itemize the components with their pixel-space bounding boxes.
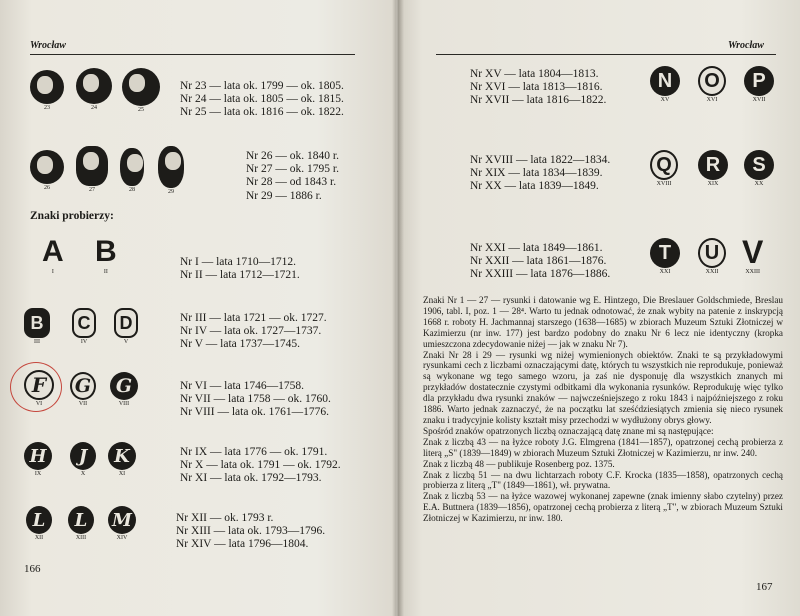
entry-line: Nr XXIII — lata 1876—1886. [470, 268, 611, 281]
letter-mark: F [24, 370, 54, 400]
mark-caption: 26 [44, 185, 50, 191]
letter-mark: T [650, 238, 680, 268]
mark-caption: VII [78, 401, 88, 407]
entries-VI-VIII [180, 380, 331, 420]
entry-line: Nr XIII — lata ok. 1793—1796. [176, 525, 326, 538]
entry-line: Nr XXII — lata 1861—1876. [470, 255, 607, 268]
mark-caption: IV [80, 339, 88, 345]
letter-mark: J [70, 442, 96, 470]
entry-line: Nr 25 — lata ok. 1816 — ok. 1822. [180, 106, 344, 119]
mark-XIX [698, 150, 728, 188]
letter-mark: V [742, 234, 764, 270]
letter-mark: H [24, 442, 52, 470]
entry-line: Nr 24 — lata ok. 1805 — ok. 1815. [180, 93, 344, 106]
mark-caption: 24 [91, 105, 97, 111]
letter-mark: B [95, 235, 117, 268]
letter-mark: O [698, 66, 726, 96]
mark-XVI [698, 66, 726, 104]
mark-II [95, 236, 117, 276]
right-page-number: 167 [756, 581, 773, 593]
mark-23 [30, 70, 64, 112]
letter-mark: S [744, 150, 774, 180]
mark-caption: X [80, 471, 86, 477]
head-mark-icon [122, 68, 160, 106]
head-mark-icon [30, 70, 64, 104]
mark-caption: 28 [129, 187, 135, 193]
mark-XIII [68, 506, 94, 542]
entry-line: Nr X — lata ok. 1791 — ok. 1792. [180, 459, 341, 472]
mark-IV [72, 308, 96, 346]
entries-IX-XI [180, 446, 341, 486]
entry-line: Nr 27 — ok. 1795 r. [246, 163, 339, 176]
letter-mark: A [42, 235, 64, 268]
entries-XXI-XXIII [470, 242, 610, 282]
entry-line: Nr VI — lata 1746—1758. [180, 380, 305, 392]
entries-26-29 [246, 150, 339, 203]
section-title: Znaki probierzy: [30, 210, 114, 222]
entry-line: Nr IX — lata 1776 — ok. 1791. [180, 446, 328, 458]
note-paragraph: Znak z liczbą 51 — na dwu lichtarzach roboty C.F. Krocka (1835—1858), opatrzonych cechą probierza z literą „T" (1849—1861), wł. prywatna. [423, 469, 783, 491]
letter-mark: K [108, 442, 136, 470]
entry-line: Nr XXI — lata 1849—1861. [470, 242, 603, 254]
entry-line: Nr XVII — lata 1816—1822. [470, 94, 607, 107]
mark-XI [108, 442, 136, 478]
entries-XVIII-XX [470, 154, 610, 194]
mark-caption: IX [34, 471, 42, 477]
mark-caption: XXII [705, 269, 719, 275]
mark-caption: 27 [89, 187, 95, 193]
letter-mark: B [24, 308, 50, 338]
mark-caption: V [123, 339, 129, 345]
mark-I [42, 236, 64, 276]
mark-XXIII [742, 236, 763, 276]
entries-I-II [180, 256, 300, 282]
entry-line: Nr XIX — lata 1834—1839. [470, 167, 603, 180]
entries-III-V [180, 312, 327, 352]
head-mark-icon [30, 150, 64, 184]
mark-XXII [698, 238, 726, 276]
entry-line: Nr VIII — lata ok. 1761—1776. [180, 406, 329, 419]
mark-26 [30, 150, 64, 192]
mark-28 [120, 148, 144, 194]
letter-mark: R [698, 150, 728, 180]
mark-caption: 29 [168, 189, 174, 195]
head-mark-icon [76, 146, 108, 186]
entry-line: Nr III — lata 1721 — ok. 1727. [180, 312, 327, 324]
note-paragraph: Znak z liczbą 48 — publikuje Rosenberg poz. 1375. [423, 458, 615, 469]
mark-24 [76, 68, 112, 112]
head-mark-icon [120, 148, 144, 186]
letter-mark: Q [650, 150, 678, 180]
mark-XX [744, 150, 774, 188]
mark-VIII [110, 372, 138, 408]
letter-mark: D [114, 308, 138, 338]
note-paragraph: Znaki Nr 1 — 27 — rysunki i datowanie wg E. Hintzego, Die Breslauer Goldschmiede, Breslau 1906, tabl. I, poz. 1 — 28⁴. Warto tu jednak odnotować, że znak wybity na patenie z inskrypcją 1668 r. roboty H. Jachmannaj starszego (1638—1685) w zbiorach Muzeum Sztuki Złotniczej w Kazimierzu (nr inw. 177) jest bardzo podobny do znaku Nr 6 lecz nie identyczny (kropka umieszczona zdecydowanie niżej — jak w znaku Nr 7). [423, 295, 783, 349]
mark-III [24, 308, 50, 346]
entry-line: Nr I — lata 1710—1712. [180, 256, 296, 268]
mark-caption: VI [35, 401, 43, 407]
mark-X [70, 442, 96, 478]
entry-line: Nr 23 — lata ok. 1799 — ok. 1805. [180, 80, 344, 92]
entry-line: Nr XV — lata 1804—1813. [470, 68, 599, 80]
mark-IX [24, 442, 52, 478]
mark-caption: XVII [752, 97, 766, 103]
mark-caption: XIV [116, 535, 128, 541]
entry-line: Nr 29 — 1886 r. [246, 189, 322, 202]
letter-mark: N [650, 66, 680, 96]
note-paragraph: Spośród znaków opatrzonych liczbą oznaczającą datę znane mi są następujące: [423, 425, 714, 436]
mark-XIV [108, 506, 136, 542]
entry-line: Nr XVIII — lata 1822—1834. [470, 154, 611, 166]
mark-25 [122, 68, 160, 114]
letter-mark: G [110, 372, 138, 400]
mark-caption: 23 [44, 105, 50, 111]
entry-line: Nr VII — lata 1758 — ok. 1760. [180, 393, 331, 406]
mark-caption: XIX [707, 181, 719, 187]
note-paragraph: Znak z liczbą 53 — na łyżce wazowej wykonanej zapewne (znak imienny słabo czytelny) przez E.A. Buttnera (1839—1856), opatrzonej cechą probierza z literą „T", w zbiorach Muzeum Sztuki Złotniczej w Kazimierzu, nr inw. 180. [423, 491, 783, 524]
mark-caption: XX [754, 181, 764, 187]
letter-mark: P [744, 66, 774, 96]
entry-line: Nr XX — lata 1839—1849. [470, 180, 599, 193]
entries-XV-XVII [470, 68, 606, 108]
right-head-rule [436, 54, 776, 55]
left-head-rule [30, 54, 355, 55]
entry-line: Nr V — lata 1737—1745. [180, 338, 300, 351]
entry-line: Nr IV — lata ok. 1727—1737. [180, 325, 322, 338]
mark-XVIII [650, 150, 678, 188]
mark-caption: XII [34, 535, 44, 541]
mark-VII [70, 372, 96, 408]
letter-mark: U [698, 238, 726, 268]
mark-caption: XVIII [656, 181, 672, 187]
letter-mark: C [72, 308, 96, 338]
entry-line: Nr XVI — lata 1813—1816. [470, 81, 603, 94]
book-gutter [392, 0, 404, 616]
entry-line: Nr XIV — lata 1796—1804. [176, 538, 309, 551]
left-page-number: 166 [24, 563, 41, 575]
head-mark-icon [158, 146, 184, 188]
letter-mark: L [68, 506, 94, 534]
letter-mark: M [108, 506, 136, 534]
footnotes [423, 295, 783, 524]
entry-line: Nr II — lata 1712—1721. [180, 269, 300, 282]
entry-line: Nr 28 — od 1843 r. [246, 176, 337, 189]
mark-V [114, 308, 138, 346]
note-paragraph: Znaki Nr 28 i 29 — rysunki wg niżej wymienionych obiektów. Znaki te są przykładowymi rysunkami cech z liczbami oznaczającymi datę, których tu wszystkich nie reprodukuje, ponieważ są wykonane wg tego samego wzoru, ja zaś nie dysponuję dla wszystkich znanych mi przykładów dostatecznie czystymi odbitkami dla wykonania rysunków. Reprodukuję więc tylko dla przykładu dwa rysunki znaków — najwcześniejszego z roku 1843 i najpóźniejszego z roku 1886. Warto jednak zaznaczyć, że na początku lat sześćdziesiątych zmienia się nieco rysunek znaku i tradycyjnie kolisty kształt misy przechodzi w wydłużony obrys głowy. [423, 349, 783, 425]
mark-caption: XV [660, 97, 670, 103]
mark-XII [26, 506, 52, 542]
note-paragraph: Znak z liczbą 43 — na łyżce roboty J.G. Elmgrena (1841—1857), opatrzonej cechą probierza z literą „S" (1839—1849) w zbiorach Muzeum Sztuki Złotniczej w Kazimierzu, nr inw. 240. [423, 436, 783, 458]
mark-caption: VIII [118, 401, 130, 407]
mark-caption: I [51, 269, 54, 275]
mark-XVII [744, 66, 774, 104]
letter-mark: G [70, 372, 96, 400]
entries-23-25 [180, 80, 344, 120]
entry-line: Nr XII — ok. 1793 r. [176, 512, 274, 524]
entry-line: Nr XI — lata ok. 1792—1793. [180, 472, 322, 485]
mark-caption: XVI [706, 97, 718, 103]
mark-caption: 25 [138, 107, 144, 113]
mark-caption: XXIII [745, 269, 760, 275]
mark-XV [650, 66, 680, 104]
mark-caption: XXI [659, 269, 671, 275]
mark-caption: XI [118, 471, 126, 477]
mark-VI [24, 370, 54, 408]
left-running-head: Wrocław [30, 40, 66, 51]
right-running-head: Wrocław [728, 40, 764, 51]
entry-line: Nr 26 — ok. 1840 r. [246, 150, 339, 162]
mark-caption: XIII [75, 535, 87, 541]
head-mark-icon [76, 68, 112, 104]
mark-27 [76, 146, 108, 194]
entries-XII-XIV [176, 512, 325, 552]
letter-mark: L [26, 506, 52, 534]
mark-caption: II [103, 269, 108, 275]
mark-29 [158, 146, 184, 196]
mark-XXI [650, 238, 680, 276]
mark-caption: III [34, 339, 40, 345]
